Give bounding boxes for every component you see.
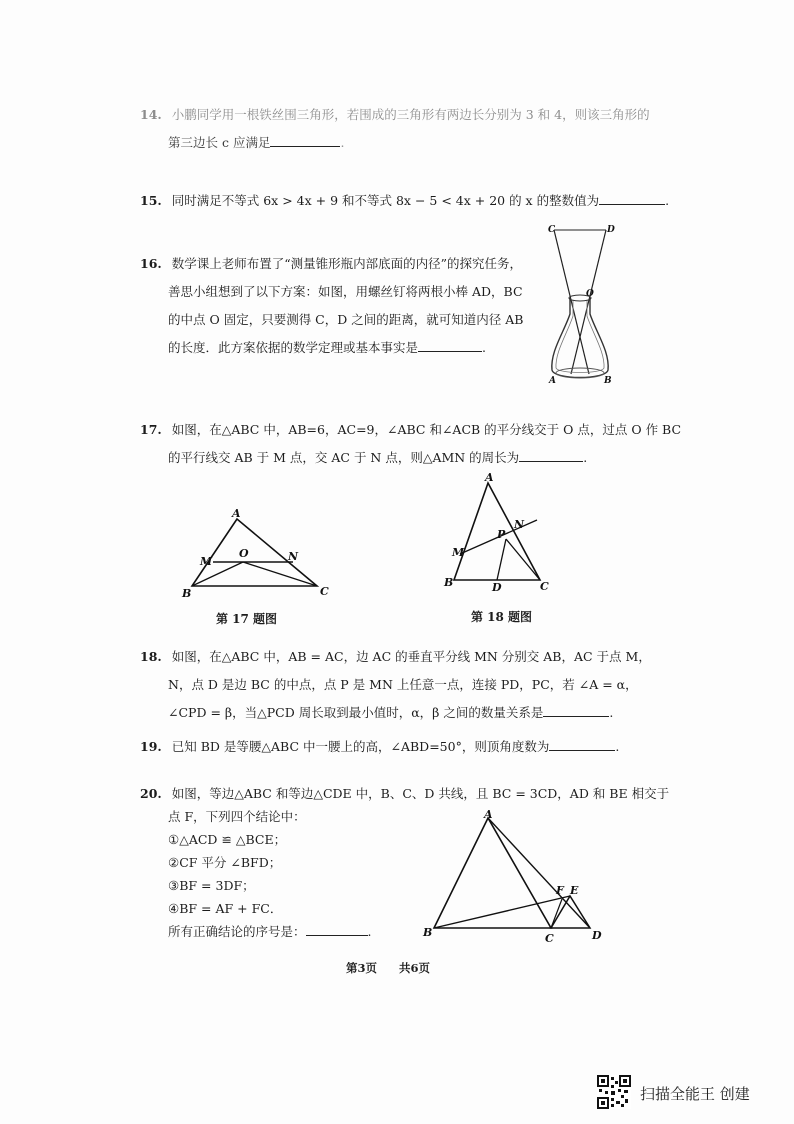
label-n: N: [514, 518, 525, 531]
label-a: A: [232, 507, 241, 520]
label-m: M: [200, 555, 213, 568]
question-16: [140, 250, 523, 362]
segment-pc: [506, 539, 540, 580]
question-text: 如图，等边△ABC 和等边△CDE 中，B、C、D 共线，且 BC = 3CD，AD 和 BE 相交于: [171, 786, 670, 801]
question-text: 点 F，下列四个结论中：: [168, 809, 306, 824]
question-number: 20.: [140, 786, 162, 801]
label-d: D: [607, 225, 615, 235]
answer-blank[interactable]: [519, 461, 583, 462]
answer-blank[interactable]: [418, 351, 482, 352]
answer-blank[interactable]: [599, 204, 665, 205]
conclusion-1: ①△ACD ≌ △BCE；: [168, 832, 287, 847]
label-m: M: [452, 546, 465, 559]
qr-code-icon: [597, 1075, 631, 1109]
question-text: 数学课上老师布置了“测量锥形瓶内部底面的内径”的探究任务，: [171, 256, 523, 271]
label-b: B: [604, 376, 612, 386]
question-number: 14.: [140, 107, 162, 122]
segment-co: [243, 562, 317, 586]
question-number: 19.: [140, 739, 162, 754]
question-14: [140, 101, 650, 157]
label-f: F: [556, 884, 564, 897]
caption-18: 第 18 题图: [471, 610, 533, 624]
label-d: D: [592, 929, 602, 942]
question-18: [140, 643, 651, 727]
period: .: [609, 705, 614, 720]
rod-bc: [571, 230, 606, 374]
figure-17: [180, 505, 340, 605]
question-number: 15.: [140, 193, 162, 208]
question-text: 如图，在△ABC 中，AB=6，AC=9，∠ABC 和∠ACB 的平分线交于 O 点，过点 O 作 BC: [171, 422, 682, 437]
period: .: [615, 739, 620, 754]
segment-be: [434, 896, 570, 928]
scanner-watermark: 扫描全能王 创建: [640, 1085, 750, 1103]
page-footer: [346, 960, 430, 976]
rod-ad: [554, 230, 589, 374]
question-text: N，点 D 是边 BC 的中点，点 P 是 MN 上任意一点，连接 PD，PC，若 ∠A = α，: [168, 677, 638, 692]
answer-blank[interactable]: [270, 146, 340, 147]
label-b: B: [182, 587, 192, 600]
page-total: 共6页: [399, 961, 431, 975]
question-text: 已知 BD 是等腰△ABC 中一腰上的高，∠ABD=50°，则顶角度数为: [171, 739, 550, 754]
question-text: 善思小组想到了以下方案：如图，用螺丝钉将两根小棒 AD，BC: [168, 284, 523, 299]
period: .: [665, 193, 670, 208]
label-n: N: [288, 550, 299, 563]
triangle-abc: [434, 818, 551, 928]
question-text: 的中点 O 固定，只要测得 C，D 之间的距离，就可知道内径 AB: [168, 312, 524, 327]
conclusion-3: ③BF = 3DF；: [168, 878, 255, 893]
figure-20: [420, 808, 610, 943]
question-text: 如图，在△ABC 中，AB = AC，边 AC 的垂直平分线 MN 分别交 AB，AC 于点 M，: [171, 649, 651, 664]
flask-base: [556, 368, 604, 378]
label-a: A: [549, 376, 556, 386]
label-c: C: [548, 225, 556, 235]
period: .: [482, 340, 486, 355]
question-text: 小鹏同学用一根铁丝围三角形，若围成的三角形有两边长分别为 3 和 4，则该三角形的: [171, 107, 650, 122]
question-text: 所有正确结论的序号是：: [168, 924, 306, 939]
label-a: A: [484, 808, 493, 821]
label-b: B: [423, 926, 433, 939]
label-o: O: [586, 289, 594, 299]
period: .: [340, 135, 345, 150]
question-19: [140, 733, 619, 761]
answer-blank[interactable]: [306, 935, 368, 936]
question-text: 的平行线交 AB 于 M 点，交 AC 于 N 点，则△AMN 的周长为: [168, 450, 520, 465]
label-d: D: [492, 581, 502, 594]
question-number: 17.: [140, 422, 162, 437]
label-e: E: [570, 884, 579, 897]
question-15: [140, 187, 669, 215]
label-c: C: [545, 932, 554, 945]
question-text: ∠CPD = β，当△PCD 周长取到最小值时，α，β 之间的数量关系是: [168, 705, 544, 720]
label-o: O: [239, 547, 249, 560]
question-number: 16.: [140, 256, 162, 271]
period: .: [367, 924, 372, 939]
question-17: [140, 416, 681, 472]
conclusion-2: ②CF 平分 ∠BFD；: [168, 855, 282, 870]
figure-18: [440, 470, 550, 595]
label-c: C: [320, 585, 329, 598]
answer-blank[interactable]: [543, 716, 609, 717]
answer-blank[interactable]: [549, 750, 615, 751]
caption-17: 第 17 题图: [216, 612, 278, 626]
question-text: 第三边长 c 应满足: [168, 135, 271, 150]
segment-pd: [497, 539, 506, 580]
label-b: B: [444, 576, 454, 589]
label-p: P: [497, 528, 506, 541]
label-c: C: [540, 580, 549, 593]
question-text: 的长度．此方案依据的数学定理或基本事实是: [168, 340, 419, 355]
flask-figure: [540, 222, 620, 392]
triangle-abc: [192, 519, 317, 586]
page-number: 第3页: [346, 961, 378, 975]
question-text: 同时满足不等式 6x > 4x + 9 和不等式 8x − 5 < 4x + 20 的 x 的整数值为: [171, 193, 600, 208]
conclusion-4: ④BF = AF + FC．: [168, 901, 283, 916]
question-number: 18.: [140, 649, 162, 664]
period: .: [583, 450, 588, 465]
label-a: A: [485, 471, 494, 484]
